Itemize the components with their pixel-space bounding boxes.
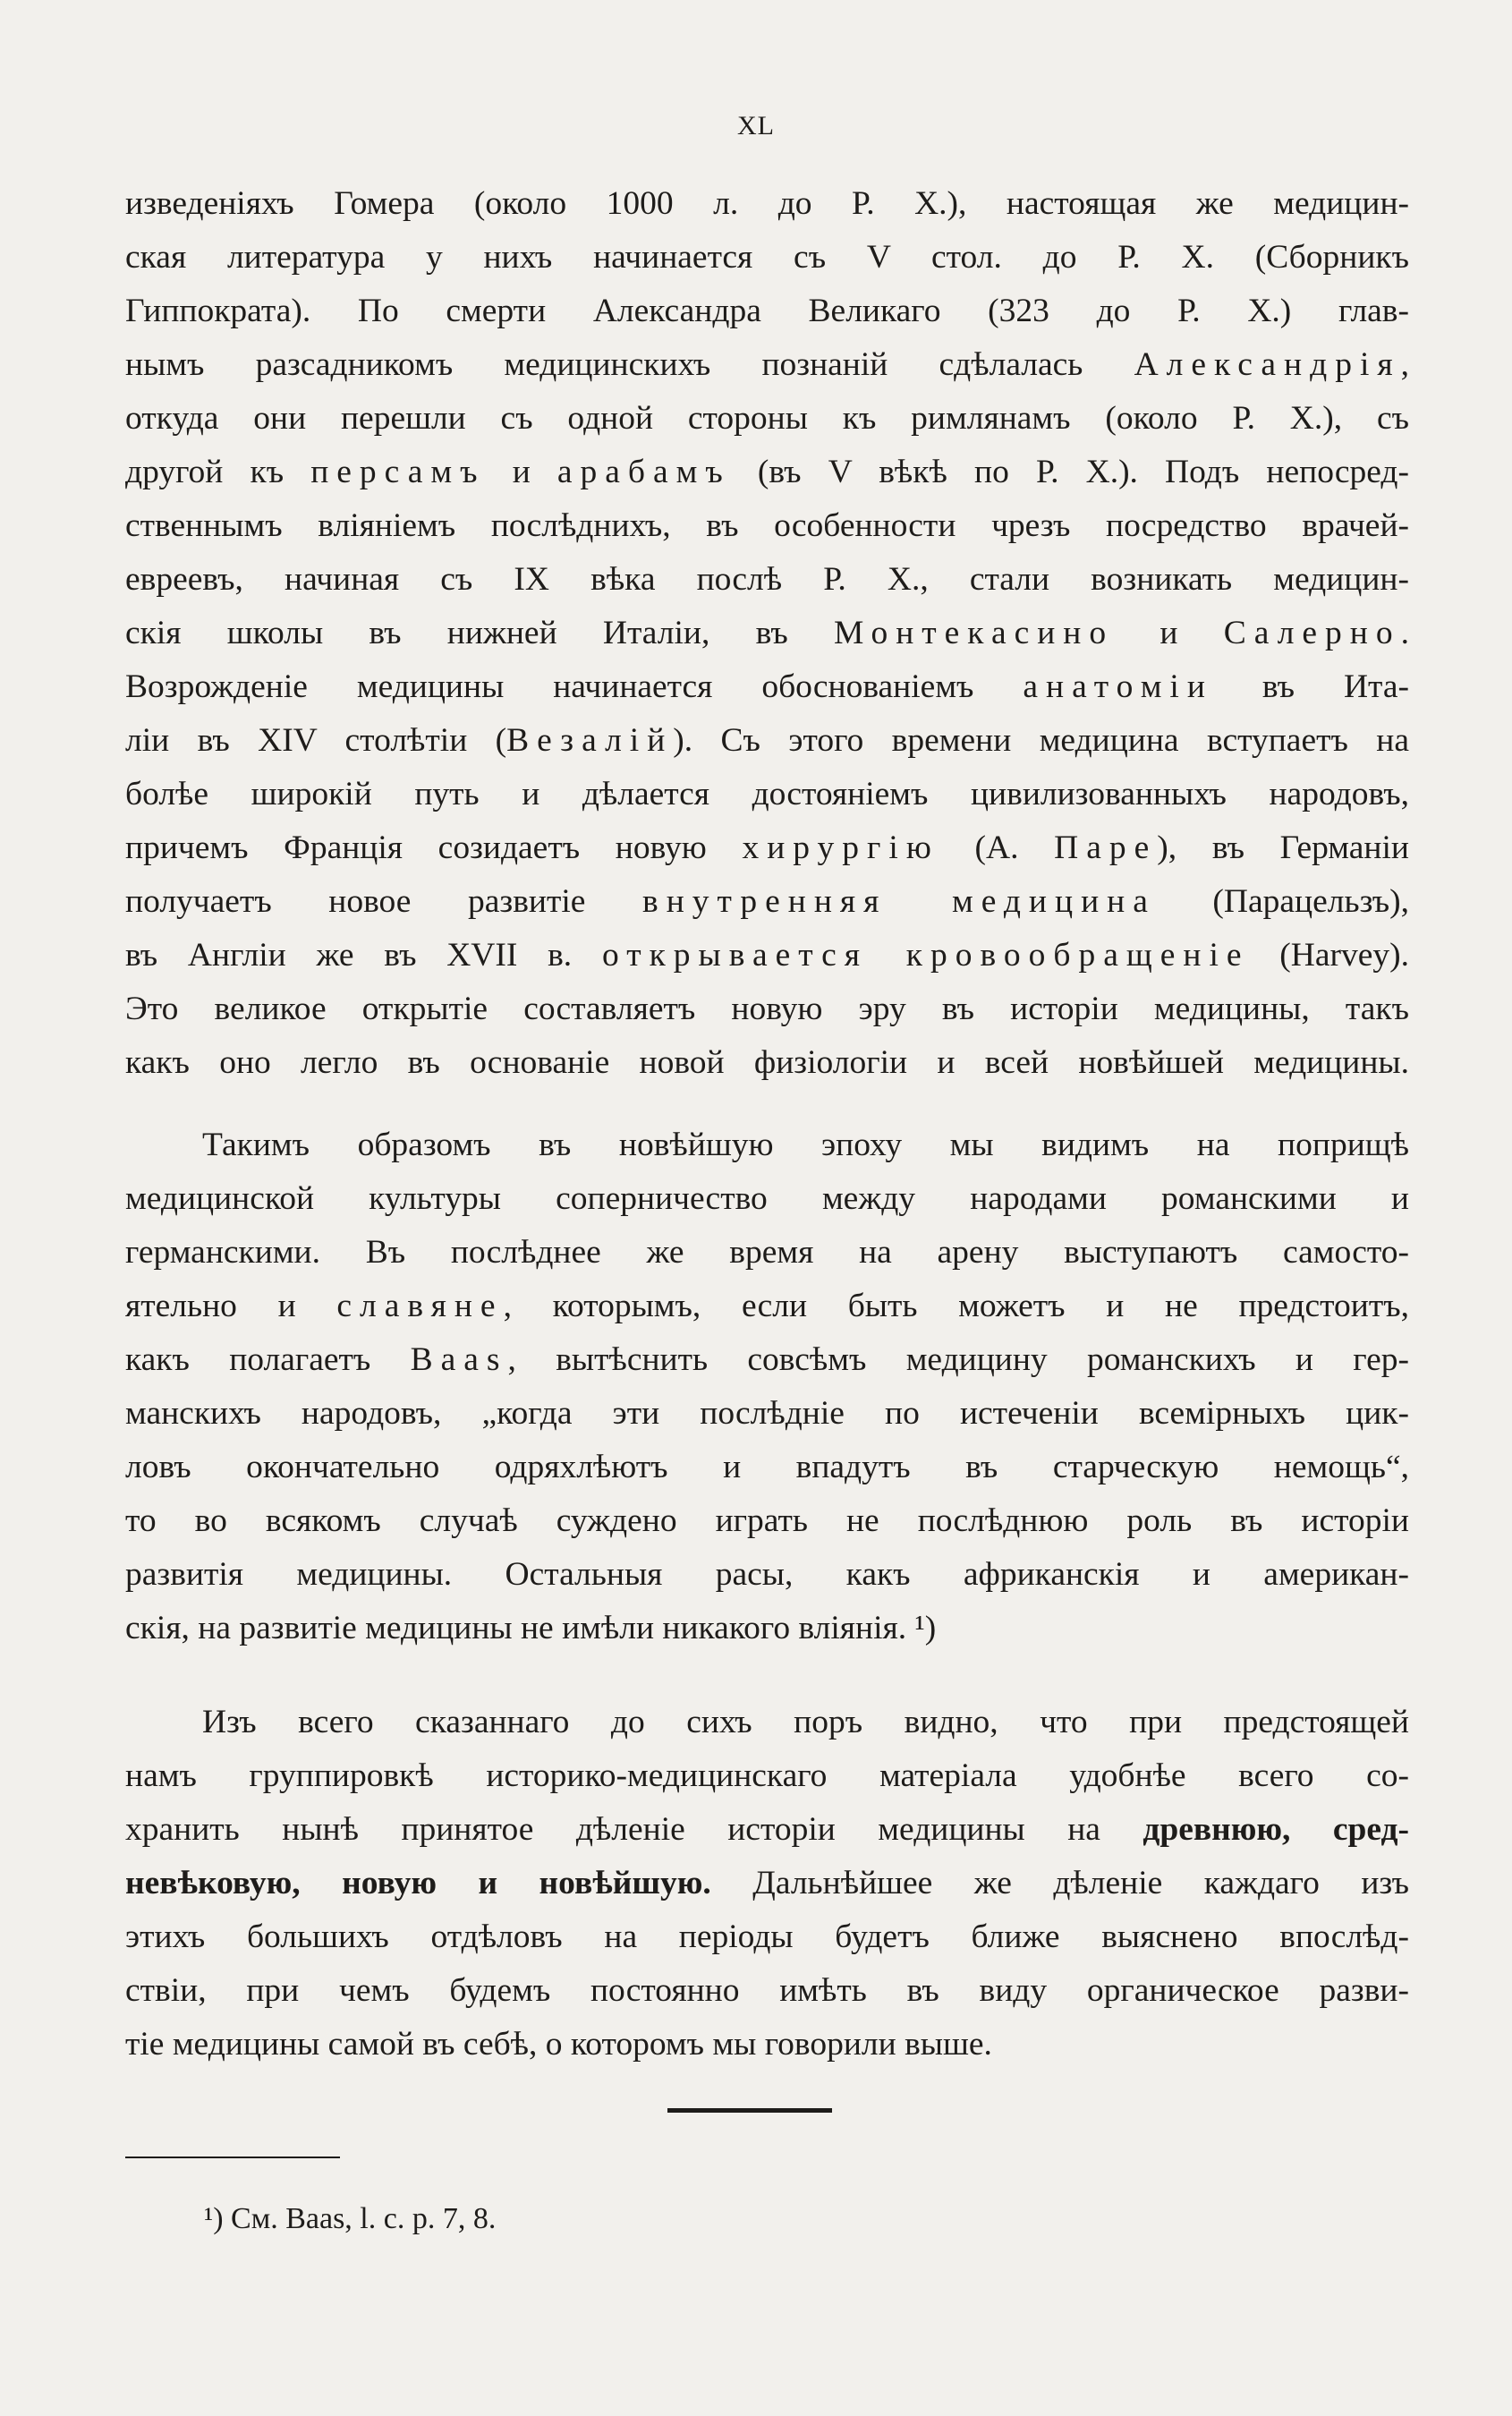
text-line xyxy=(125,392,1409,446)
text-line xyxy=(125,1857,1409,1910)
text-run: хранить нынѣ принятое дѣленіе исторіи медицины на xyxy=(125,1811,1143,1848)
text-run: ). Съ этого времени медицина вступаетъ на xyxy=(673,722,1409,759)
text-run: Гиппократа). По смерти Александра Великаго (323 до Р. Х.) глав- xyxy=(125,293,1409,329)
text-line xyxy=(125,1548,1409,1602)
text-run: . xyxy=(1400,615,1409,651)
text-run: другой къ xyxy=(125,454,311,490)
text-line xyxy=(125,1910,1409,1964)
text-line xyxy=(125,714,1409,768)
text-run: изведеніяхъ Гомера (около 1000 л. до Р. Х.), настоящая же медицин- xyxy=(125,185,1409,222)
text-run: Такимъ образомъ въ новѣйшую эпоху мы видимъ на поприщѣ xyxy=(202,1127,1409,1163)
spaced-emphasis: славяне xyxy=(336,1288,504,1324)
text-run: то во всякомъ случаѣ суждено играть не послѣднюю роль въ исторіи xyxy=(125,1502,1409,1539)
paragraph-3 xyxy=(125,1696,1409,2071)
section-divider xyxy=(667,2108,832,2113)
text-run: Возрожденіе медицины начинается обоснованіемъ xyxy=(125,668,1024,705)
text-line xyxy=(125,1387,1409,1441)
text-run: ¹) xyxy=(914,1610,937,1646)
text-run: Это великое открытіе составляетъ новую эру въ исторіи медицины, такъ xyxy=(125,991,1409,1027)
spaced-emphasis: хирургію xyxy=(742,829,939,866)
spaced-emphasis: Паре xyxy=(1054,829,1158,866)
text-run: скія школы въ нижней Италіи, въ xyxy=(125,615,835,651)
text-line xyxy=(125,231,1409,285)
text-line xyxy=(125,1696,1409,1749)
text-line xyxy=(125,929,1409,983)
text-line xyxy=(125,1964,1409,2018)
text-run: ловъ окончательно одряхлѣютъ и впадутъ въ старческую немощь“, xyxy=(125,1449,1409,1485)
text-line xyxy=(125,177,1409,231)
text-run: (въ V вѣкѣ по Р. Х.). Подъ непосред- xyxy=(730,454,1409,490)
text-line xyxy=(125,285,1409,338)
spaced-emphasis: анатоміи xyxy=(1023,668,1213,705)
spaced-emphasis: открывается кровообращеніе xyxy=(601,937,1250,974)
text-run: Изъ всего сказаннаго до сихъ поръ видно, что при предстоящей xyxy=(202,1704,1409,1740)
text-line xyxy=(125,660,1409,714)
text-run: и xyxy=(1114,615,1224,651)
text-run: , xyxy=(1400,346,1409,383)
text-run: получаетъ новое развитіе xyxy=(125,883,642,920)
text-run: Дальнѣйшее же дѣленіе каждаго изъ xyxy=(710,1865,1409,1901)
text-run: медицинской культуры соперничество между народами романскими и xyxy=(125,1180,1409,1217)
text-run: откуда они перешли съ одной стороны къ римлянамъ (около Р. Х.), съ xyxy=(125,400,1409,437)
text-run: (Harvey). xyxy=(1249,937,1409,974)
text-line xyxy=(125,553,1409,607)
text-run: ская литература у нихъ начинается съ V стол. до Р. Х. (Сборникъ xyxy=(125,239,1409,276)
text-line xyxy=(125,821,1409,875)
text-run: (Парацельзъ), xyxy=(1155,883,1409,920)
spaced-emphasis: Baas xyxy=(410,1341,508,1378)
text-line xyxy=(125,768,1409,821)
text-run: , вытѣснить совсѣмъ медицину романскихъ и гер- xyxy=(507,1341,1409,1378)
text-line xyxy=(125,1749,1409,1803)
spaced-emphasis: Монтекасино xyxy=(834,615,1115,651)
text-run: этихъ большихъ отдѣловъ на періоды будетъ ближе выяснено впослѣд- xyxy=(125,1918,1409,1955)
text-run: германскими. Въ послѣднее же время на арену выступаютъ самосто- xyxy=(125,1234,1409,1271)
text-line xyxy=(125,1172,1409,1226)
text-run: ліи въ XIV столѣтіи ( xyxy=(125,722,507,759)
text-run: какъ оно легло въ основаніе новой физіологіи и всей новѣйшей медицины. xyxy=(125,1044,1409,1081)
spaced-emphasis: внутренняя медицина xyxy=(642,883,1156,920)
page-number: XL xyxy=(737,111,775,140)
text-line xyxy=(125,1441,1409,1494)
paragraph-1 xyxy=(125,177,1409,1090)
text-run: (А. xyxy=(939,829,1055,866)
text-line xyxy=(125,875,1409,929)
text-line xyxy=(125,607,1409,660)
spaced-emphasis: Александрія xyxy=(1134,346,1401,383)
text-run: и xyxy=(485,454,557,490)
footnote xyxy=(204,2197,496,2242)
text-line xyxy=(125,983,1409,1036)
text-run: тіе медицины самой въ себѣ, о которомъ мы говорили выше. xyxy=(125,2026,992,2063)
text-run: манскихъ народовъ, „когда эти послѣдніе по истеченіи всемірныхъ цик- xyxy=(125,1395,1409,1432)
spaced-emphasis: арабамъ xyxy=(556,454,731,490)
text-run: нымъ разсадникомъ медицинскихъ познаній сдѣлалась xyxy=(125,346,1134,383)
text-line xyxy=(125,446,1409,499)
text-line xyxy=(125,1494,1409,1548)
text-run: намъ группировкѣ историко-медицинскаго матеріала удобнѣе всего со- xyxy=(125,1757,1409,1794)
footnote-marker: ¹) xyxy=(204,2202,224,2235)
text-line xyxy=(125,1280,1409,1333)
text-run: въ Англіи же въ XVII в. xyxy=(125,937,602,974)
text-line xyxy=(125,1036,1409,1090)
text-line xyxy=(125,1602,1409,1655)
paragraph-2 xyxy=(125,1119,1409,1655)
spaced-emphasis: Салерно xyxy=(1223,615,1401,651)
text-run: ятельно и xyxy=(125,1288,337,1324)
text-run: въ Ита- xyxy=(1212,668,1409,705)
text-run: какъ полагаетъ xyxy=(125,1341,411,1378)
text-run: болѣе широкій путь и дѣлается достояніемъ цивилизованныхъ народовъ, xyxy=(125,776,1409,812)
text-line xyxy=(125,338,1409,392)
text-run: ствіи, при чемъ будемъ постоянно имѣть въ виду органическое разви- xyxy=(125,1972,1409,2009)
text-line xyxy=(125,1226,1409,1280)
bold-emphasis: невѣковую, новую и новѣйшую. xyxy=(125,1865,711,1901)
bold-emphasis: древнюю, сред- xyxy=(1142,1811,1410,1848)
text-run: евреевъ, начиная съ IX вѣка послѣ Р. Х., стали возникать медицин- xyxy=(125,561,1409,598)
text-line xyxy=(125,1333,1409,1387)
text-run: скія, на развитіе медицины не имѣли никакого вліянія. xyxy=(125,1610,915,1646)
footnote-text: См. Baas, l. c. p. 7, 8. xyxy=(231,2202,497,2235)
spaced-emphasis: Везалій xyxy=(506,722,674,759)
text-run: развитія медицины. Остальныя расы, какъ африканскія и американ- xyxy=(125,1556,1409,1593)
text-line xyxy=(125,499,1409,553)
text-line xyxy=(125,2018,1409,2071)
text-run: , которымъ, если быть можетъ и не предстоитъ, xyxy=(503,1288,1409,1324)
footnote-rule xyxy=(125,2157,340,2158)
spaced-emphasis: персамъ xyxy=(310,454,486,490)
text-run: ственнымъ вліяніемъ послѣднихъ, въ особенности чрезъ посредство врачей- xyxy=(125,507,1409,544)
text-line xyxy=(125,1803,1409,1857)
text-run: ), въ Германіи xyxy=(1157,829,1409,866)
text-line xyxy=(125,1119,1409,1172)
text-run: причемъ Франція созидаетъ новую xyxy=(125,829,743,866)
